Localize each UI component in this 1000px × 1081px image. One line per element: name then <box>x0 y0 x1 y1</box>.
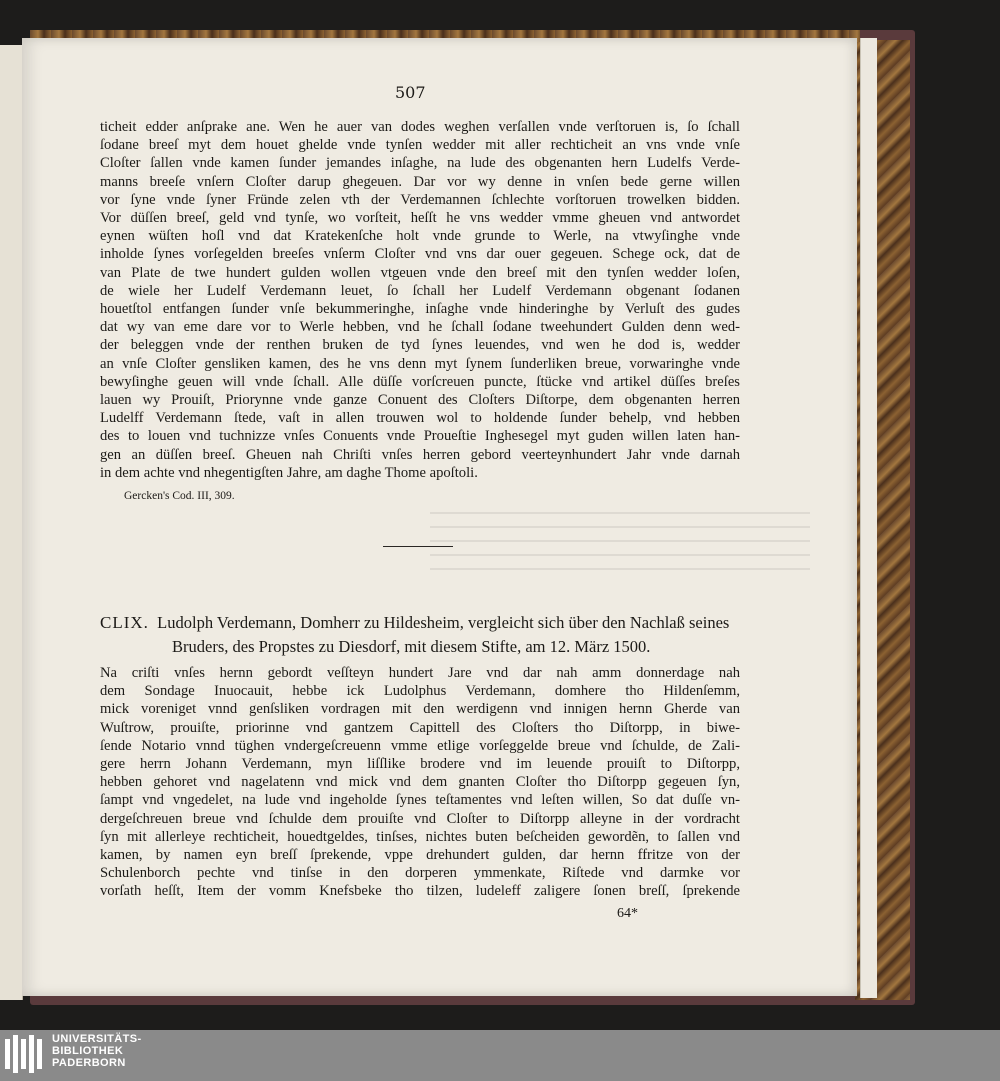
library-name-line-2: BIBLIOTHEK <box>52 1045 124 1057</box>
text-line: hebben gehoret vnd nagelatenn vnd mick vnd dem gnanten Cloſter tho Diſtorpp gegeuen ſyn, <box>100 774 740 791</box>
section-divider <box>383 546 453 547</box>
text-line: eynen wüſten hoſl vnd dat Kratekenſche holt vnde grunde to Werle, na vtwyſinghe vnde <box>100 228 740 245</box>
text-line: dat wy van eme dare vor to Werle hebben, vnd he ſchall ſodane tweehundert Gulden denn wed- <box>100 319 740 336</box>
text-line: Cloſter ſallen vnde kamen ſunder jemandes inſaghe, na lude des obgenanten hern Ludelfs Verde- <box>100 155 740 172</box>
text-line: gere herrn Johann Verdemann, myn liſſlike brodere vnd im leuende prouiſt to Diſtorpp, <box>100 756 740 773</box>
text-line: inholde ſynes vorſegelden breeſes vnſerm Cloſter vnd vns dar ouer gegeuen. Schege ock, dat de <box>100 246 740 263</box>
left-page-edge <box>0 45 23 1000</box>
heading-line-1: Ludolph Verdemann, Domherr zu Hildesheim, vergleicht sich über den Nachlaß seines <box>157 613 730 632</box>
text-line: de wiele her Ludelf Verdemann leuet, ſo ſchall her Ludelf Verdemann obgenant ſodanen <box>100 282 740 299</box>
document-heading <box>100 611 740 659</box>
text-line: houetſtol entfangen ſunder vnſe bekummeringhe, inſaghe vnde hinderinghe by Verluſt des gudes <box>100 301 740 318</box>
text-line: dergeſchreuen breue vnd ſchulde dem prouiſte vnd Cloſter to Diſtorpp alleyne in der vordracht <box>100 810 740 827</box>
library-name <box>52 1033 142 1069</box>
library-name-line-3: PADERBORN <box>52 1057 126 1069</box>
page-edge <box>868 38 877 998</box>
text-line: in dem achte vnd nhegentigſten Jahre, am daghe Thome apoſtoli. <box>100 464 478 481</box>
text-line: lauen wy Prouiſt, Priorynne vnde ganze Conuent des Cloſters Diſtorpe, dem obgenanten herren <box>100 392 740 409</box>
text-line: Wuſtrow, prouiſte, priorinne vnd gantzem Capittell des Cloſters tho Diſtorpp, in biwe- <box>100 719 740 736</box>
text-line: mick voreniget vnnd genſsliken vordragen mit den werdigenn vnd innigen hernn Gherde van <box>100 701 740 718</box>
text-line: manns breeſe vnſern Cloſter darup ghegeuen. Dar vor wy denne in vnſen bede gerne willen <box>100 173 740 190</box>
text-line: an vnſe Cloſter gensliken kamen, des he vns denn myt ſynem ſunderliken breue, vorwaringhe vnde <box>100 355 740 372</box>
library-footer <box>0 1030 1000 1081</box>
text-line: Vor düſſen breeſ, geld vnd tynſe, wo vorſteit, heſſt he vns wedder vmme gheuen vnd antwordet <box>100 210 740 227</box>
text-line: dem Sondage Inuocauit, hebbe ick Ludolphus Verdemann, domhere tho Hildenſemm, <box>100 683 740 700</box>
charter-text <box>100 664 740 901</box>
text-line: ſende Notario vnnd tüghen vndergeſcreuenn vmme etlige vorſeggelde breue vnd ſchulde, de Zali- <box>100 737 740 754</box>
show-through <box>430 500 810 570</box>
text-line: ſyn mit allerleye rechticheit, houedtgeldes, tinſses, nichtes buten beſcheiden gewordẽn, to ſallen vnd <box>100 828 740 845</box>
charter-text-continued <box>100 118 740 482</box>
page-edge <box>860 38 869 998</box>
text-line: bewyſinghe geuen will vnde ſchall. Alle düſſe vorſcreuen puncte, ſtücke vnd artikel düſſes breſes <box>100 373 740 390</box>
signature-mark: 64* <box>617 906 638 921</box>
library-logo-icon <box>3 1033 47 1077</box>
text-line: vor ſyne vnde ſyner Fründe zelen vth der Verdemannen ſchlechte vorſtoruen trowelken bidden. <box>100 191 740 208</box>
text-line: ſampt vnd vngedelet, na lude vnd ingeholde ſynes teſtamentes vnd leſten willen, So dat duſſe vn- <box>100 792 740 809</box>
text-line: des to louen vnd tuchnizze vnſes Conuents vnde Proueſtie Inghesegel myt guden willen laten han- <box>100 428 740 445</box>
text-line: ticheit edder anſprake ane. Wen he auer van dodes weghen verſallen vnde verſtoruen is, ſo ſchall <box>100 119 740 135</box>
text-line: Schulenborch pechte vnd tinſse in den dorperen ymmenkate, Riſtede vnd darmke vor <box>100 865 740 882</box>
source-reference: Gercken's Cod. III, 309. <box>124 490 235 502</box>
text-line: Na criſti vnſes hernn gebordt veſſteyn hundert Jare vnd dar nah amm donnerdage nah <box>100 665 740 681</box>
text-line: ſodane breeſ myt dem houet ghelde vnde tynſen wedder mit aller rechticheit an vns vnde vnſe <box>100 137 740 154</box>
text-line: Ludelff Verdemann ſtede, vaſt in allen trouwen wol to holdende ſunder behelp, vnd hebben <box>100 410 740 427</box>
text-line: kamen, by namen eyn breſſ ſprekende, vppe drehundert gulden, dar hernn ffritze von der <box>100 847 740 864</box>
text-line: van Plate de twe hundert gulden wollen vtgeuen vnde den breeſ mit den tynſen wedder loſen, <box>100 264 740 281</box>
library-name-line-1: UNIVERSITÄTS- <box>52 1033 142 1045</box>
document-number: CLIX. <box>100 613 149 632</box>
text-line: gen an düſſen breeſ. Gheuen nah Chriſti vnſes herren gebord veerteynhundert Jahr vnde darnah <box>100 446 740 463</box>
text-line: der beleggen vnde der renthen bruken de tyd ſynes leuendes, vnd wen he dod is, wedder <box>100 337 740 354</box>
page-number: 507 <box>395 83 426 102</box>
heading-line-2: Bruders, des Propstes zu Diesdorf, mit diesem Stifte, am 12. März 1500. <box>172 637 651 656</box>
text-line: vorſath heſſt, Item der vomm Knefsbeke tho tilzen, ludeleff zaligere ſonen breſſ, ſprekende <box>100 883 740 900</box>
